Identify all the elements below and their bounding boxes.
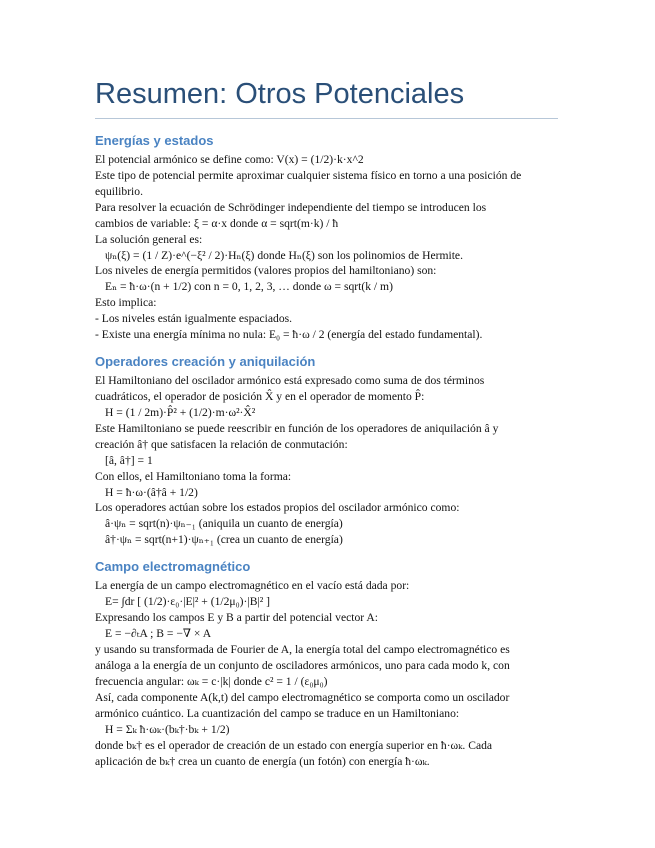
text-line: La energía de un campo electromagnético en el vacío está dada por: (95, 579, 410, 592)
text-line: Los operadores actúan sobre los estados propios del oscilador armónico como: (95, 501, 460, 514)
text-line: donde bₖ† es el operador de creación de un estado con energía superior en ħ·ωₖ. Cada (95, 739, 493, 752)
equation-line: â†·ψₙ = sqrt(n+1)·ψₙ₊₁ (crea un cuanto de energía) (105, 533, 343, 546)
text-line: Para resolver la ecuación de Schrödinger independiente del tiempo se introducen los (95, 201, 487, 214)
section-heading-energias: Energías y estados (95, 133, 214, 148)
equation-line: Eₙ = ħ·ω·(n + 1/2) con n = 0, 1, 2, 3, … donde ω = sqrt(k / m) (105, 280, 393, 293)
list-item: - Existe una energía mínima no nula: E₀ = ħ·ω / 2 (energía del estado fundamental). (95, 328, 483, 341)
text-line: armónico cuántico. La cuantización del campo se traduce en un Hamiltoniano: (95, 707, 460, 720)
text-line: cambios de variable: ξ = α·x donde α = sqrt(m·k) / ħ (95, 217, 339, 230)
text-line: Este Hamiltoniano se puede reescribir en función de los operadores de aniquilación â y (95, 422, 499, 435)
list-item: - Los niveles están igualmente espaciados. (95, 312, 293, 325)
text-line: análoga a la energía de un conjunto de osciladores armónicos, uno para cada modo k, con (95, 659, 510, 672)
text-line: creación â† que satisfacen la relación de conmutación: (95, 438, 348, 451)
text-line: El Hamiltoniano del oscilador armónico está expresado como suma de dos términos (95, 374, 485, 387)
text-line: Así, cada componente A(k,t) del campo electromagnético se comporta como un oscilador (95, 691, 510, 704)
text-line: y usando su transformada de Fourier de A, la energía total del campo electromagnético es (95, 643, 510, 656)
page-title: Resumen: Otros Potenciales (95, 78, 465, 110)
text-line: Esto implica: (95, 296, 157, 309)
text-line: cuadráticos, el operador de posición X̂ y en el operador de momento P̂: (95, 390, 425, 403)
section-heading-operadores: Operadores creación y aniquilación (95, 354, 316, 369)
text-line: Con ellos, el Hamiltoniano toma la forma: (95, 470, 292, 483)
equation-line: ψₙ(ξ) = (1 / Z)·e^(−ξ² / 2)·Hₙ(ξ) donde Hₙ(ξ) son los polinomios de Hermite. (105, 249, 463, 262)
text-line: El potencial armónico se define como: V(x) = (1/2)·k·x^2 (95, 153, 364, 166)
text-line: frecuencia angular: ωₖ = c·|k| donde c² = 1 / (ε₀μ₀) (95, 675, 328, 688)
equation-line: E = −∂ₜA ; B = −∇ × A (105, 627, 212, 640)
text-line: equilibrio. (95, 185, 143, 198)
equation-line: H = (1 / 2m)·P̂² + (1/2)·m·ω²·X̂² (105, 406, 256, 419)
section-heading-campo: Campo electromagnético (95, 559, 251, 574)
text-line: La solución general es: (95, 233, 203, 246)
text-line: Los niveles de energía permitidos (valores propios del hamiltoniano) son: (95, 264, 437, 277)
text-line: aplicación de bₖ† crea un cuanto de energía (un fotón) con energía ħ·ωₖ. (95, 755, 430, 768)
equation-line: H = Σₖ ħ·ωₖ·(bₖ†·bₖ + 1/2) (105, 723, 230, 736)
title-underline (95, 118, 558, 119)
equation-line: E= ∫dr [ (1/2)·ε₀·|E|² + (1/2μ₀)·|B|² ] (105, 595, 270, 608)
equation-line: [â, â†] = 1 (105, 454, 153, 467)
equation-line: H = ħ·ω·(â†â + 1/2) (105, 486, 198, 499)
equation-line: â·ψₙ = sqrt(n)·ψₙ₋₁ (aniquila un cuanto de energía) (105, 517, 343, 530)
text-line: Expresando los campos E y B a partir del potencial vector A: (95, 611, 378, 624)
text-line: Este tipo de potencial permite aproximar cualquier sistema físico en torno a una posición de (95, 169, 522, 182)
